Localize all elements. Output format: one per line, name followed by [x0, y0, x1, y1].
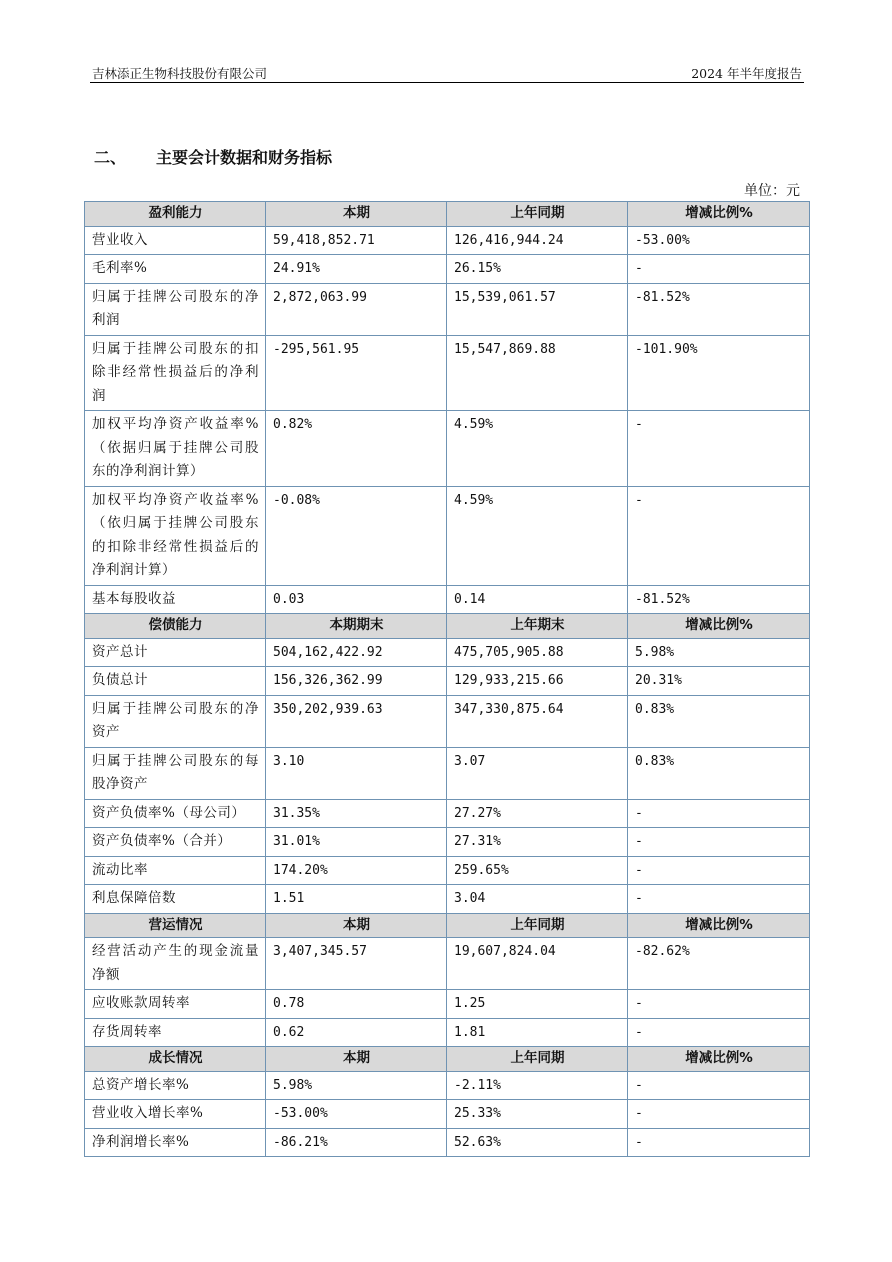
indicator-label: 营业收入增长率%	[85, 1100, 266, 1129]
section-heading	[94, 145, 332, 168]
change-ratio: -	[628, 1071, 810, 1100]
indicator-label: 归属于挂牌公司股东的净利润	[85, 283, 266, 335]
section-title: 主要会计数据和财务指标	[156, 148, 333, 167]
prior-value: 25.33%	[447, 1100, 628, 1129]
prior-value: 0.14	[447, 585, 628, 614]
prior-value: 4.59%	[447, 486, 628, 585]
prior-value: 3.04	[447, 885, 628, 914]
table-row	[85, 1018, 810, 1047]
unit-note: 单位：元	[744, 183, 800, 199]
table-row	[85, 885, 810, 914]
indicator-label: 资产总计	[85, 638, 266, 667]
group-header-row	[85, 202, 810, 227]
company-name: 吉林添正生物科技股份有限公司	[92, 66, 268, 81]
table-row	[85, 828, 810, 857]
change-ratio: -53.00%	[628, 226, 810, 255]
current-value: 5.98%	[266, 1071, 447, 1100]
current-period-header: 本期	[266, 1047, 447, 1072]
change-ratio: -81.52%	[628, 283, 810, 335]
indicator-label: 存货周转率	[85, 1018, 266, 1047]
table-row	[85, 799, 810, 828]
table-row	[85, 1100, 810, 1129]
indicator-label: 净利润增长率%	[85, 1128, 266, 1157]
current-value: 59,418,852.71	[266, 226, 447, 255]
prior-value: -2.11%	[447, 1071, 628, 1100]
table-row	[85, 585, 810, 614]
table-row	[85, 747, 810, 799]
change-ratio: -	[628, 828, 810, 857]
table-row	[85, 695, 810, 747]
change-ratio: 20.31%	[628, 667, 810, 696]
indicator-label: 归属于挂牌公司股东的扣除非经常性损益后的净利润	[85, 335, 266, 411]
current-value: -295,561.95	[266, 335, 447, 411]
prior-value: 129,933,215.66	[447, 667, 628, 696]
group-header-row	[85, 1047, 810, 1072]
change-ratio-header: 增减比例%	[628, 1047, 810, 1072]
indicator-label: 营业收入	[85, 226, 266, 255]
change-ratio-header: 增减比例%	[628, 202, 810, 227]
current-value: 31.01%	[266, 828, 447, 857]
change-ratio: -82.62%	[628, 938, 810, 990]
group-title-header: 营运情况	[85, 913, 266, 938]
current-value: 504,162,422.92	[266, 638, 447, 667]
group-header-row	[85, 614, 810, 639]
current-value: 0.78	[266, 990, 447, 1019]
report-title: 2024 年半年度报告	[691, 66, 802, 81]
indicator-label: 应收账款周转率	[85, 990, 266, 1019]
table-row	[85, 283, 810, 335]
prior-value: 27.27%	[447, 799, 628, 828]
indicator-label: 基本每股收益	[85, 585, 266, 614]
prior-value: 27.31%	[447, 828, 628, 857]
indicator-label: 利息保障倍数	[85, 885, 266, 914]
indicator-label: 流动比率	[85, 856, 266, 885]
indicator-label: 资产负债率%（合并）	[85, 828, 266, 857]
prior-value: 347,330,875.64	[447, 695, 628, 747]
current-value: 350,202,939.63	[266, 695, 447, 747]
change-ratio: -101.90%	[628, 335, 810, 411]
section-number: 二、	[94, 148, 127, 167]
current-value: 0.82%	[266, 411, 447, 487]
current-value: -53.00%	[266, 1100, 447, 1129]
current-value: 0.62	[266, 1018, 447, 1047]
change-ratio: -	[628, 486, 810, 585]
current-value: 3,407,345.57	[266, 938, 447, 990]
change-ratio: -	[628, 1128, 810, 1157]
table-row	[85, 335, 810, 411]
current-period-header: 本期	[266, 202, 447, 227]
prior-value: 3.07	[447, 747, 628, 799]
prior-period-header: 上年同期	[447, 913, 628, 938]
change-ratio: -	[628, 856, 810, 885]
prior-period-header: 上年期末	[447, 614, 628, 639]
group-title-header: 成长情况	[85, 1047, 266, 1072]
change-ratio-header: 增减比例%	[628, 913, 810, 938]
prior-value: 15,539,061.57	[447, 283, 628, 335]
prior-value: 19,607,824.04	[447, 938, 628, 990]
prior-value: 126,416,944.24	[447, 226, 628, 255]
change-ratio: -	[628, 255, 810, 284]
table-row	[85, 1128, 810, 1157]
current-value: 174.20%	[266, 856, 447, 885]
indicator-label: 归属于挂牌公司股东的净资产	[85, 695, 266, 747]
table-row	[85, 486, 810, 585]
indicator-label: 资产负债率%（母公司）	[85, 799, 266, 828]
indicator-label: 总资产增长率%	[85, 1071, 266, 1100]
change-ratio: -	[628, 1100, 810, 1129]
table-row	[85, 255, 810, 284]
current-value: -86.21%	[266, 1128, 447, 1157]
group-title-header: 偿债能力	[85, 614, 266, 639]
current-value: 1.51	[266, 885, 447, 914]
group-title-header: 盈利能力	[85, 202, 266, 227]
table-row	[85, 938, 810, 990]
indicator-label: 归属于挂牌公司股东的每股净资产	[85, 747, 266, 799]
table-row	[85, 638, 810, 667]
indicator-label: 负债总计	[85, 667, 266, 696]
change-ratio: -	[628, 411, 810, 487]
group-header-row	[85, 913, 810, 938]
indicator-label: 经营活动产生的现金流量净额	[85, 938, 266, 990]
table-row	[85, 856, 810, 885]
page-header	[90, 62, 804, 83]
change-ratio: -	[628, 799, 810, 828]
prior-value: 15,547,869.88	[447, 335, 628, 411]
prior-period-header: 上年同期	[447, 1047, 628, 1072]
current-value: -0.08%	[266, 486, 447, 585]
current-period-header: 本期期末	[266, 614, 447, 639]
table-row	[85, 411, 810, 487]
current-value: 156,326,362.99	[266, 667, 447, 696]
prior-value: 1.81	[447, 1018, 628, 1047]
change-ratio: -	[628, 990, 810, 1019]
change-ratio: -	[628, 1018, 810, 1047]
indicator-label: 加权平均净资产收益率%（依据归属于挂牌公司股东的净利润计算）	[85, 411, 266, 487]
indicator-label: 毛利率%	[85, 255, 266, 284]
current-value: 2,872,063.99	[266, 283, 447, 335]
table-row	[85, 226, 810, 255]
change-ratio: 5.98%	[628, 638, 810, 667]
current-value: 3.10	[266, 747, 447, 799]
indicator-label: 加权平均净资产收益率%（依归属于挂牌公司股东的扣除非经常性损益后的净利润计算）	[85, 486, 266, 585]
table-row	[85, 990, 810, 1019]
change-ratio: 0.83%	[628, 747, 810, 799]
table-row	[85, 1071, 810, 1100]
prior-value: 52.63%	[447, 1128, 628, 1157]
change-ratio: -	[628, 885, 810, 914]
financial-indicators-table	[84, 201, 810, 1157]
current-period-header: 本期	[266, 913, 447, 938]
prior-value: 475,705,905.88	[447, 638, 628, 667]
prior-period-header: 上年同期	[447, 202, 628, 227]
prior-value: 1.25	[447, 990, 628, 1019]
table-row	[85, 667, 810, 696]
prior-value: 259.65%	[447, 856, 628, 885]
change-ratio: -81.52%	[628, 585, 810, 614]
change-ratio: 0.83%	[628, 695, 810, 747]
change-ratio-header: 增减比例%	[628, 614, 810, 639]
current-value: 31.35%	[266, 799, 447, 828]
current-value: 24.91%	[266, 255, 447, 284]
prior-value: 4.59%	[447, 411, 628, 487]
prior-value: 26.15%	[447, 255, 628, 284]
current-value: 0.03	[266, 585, 447, 614]
